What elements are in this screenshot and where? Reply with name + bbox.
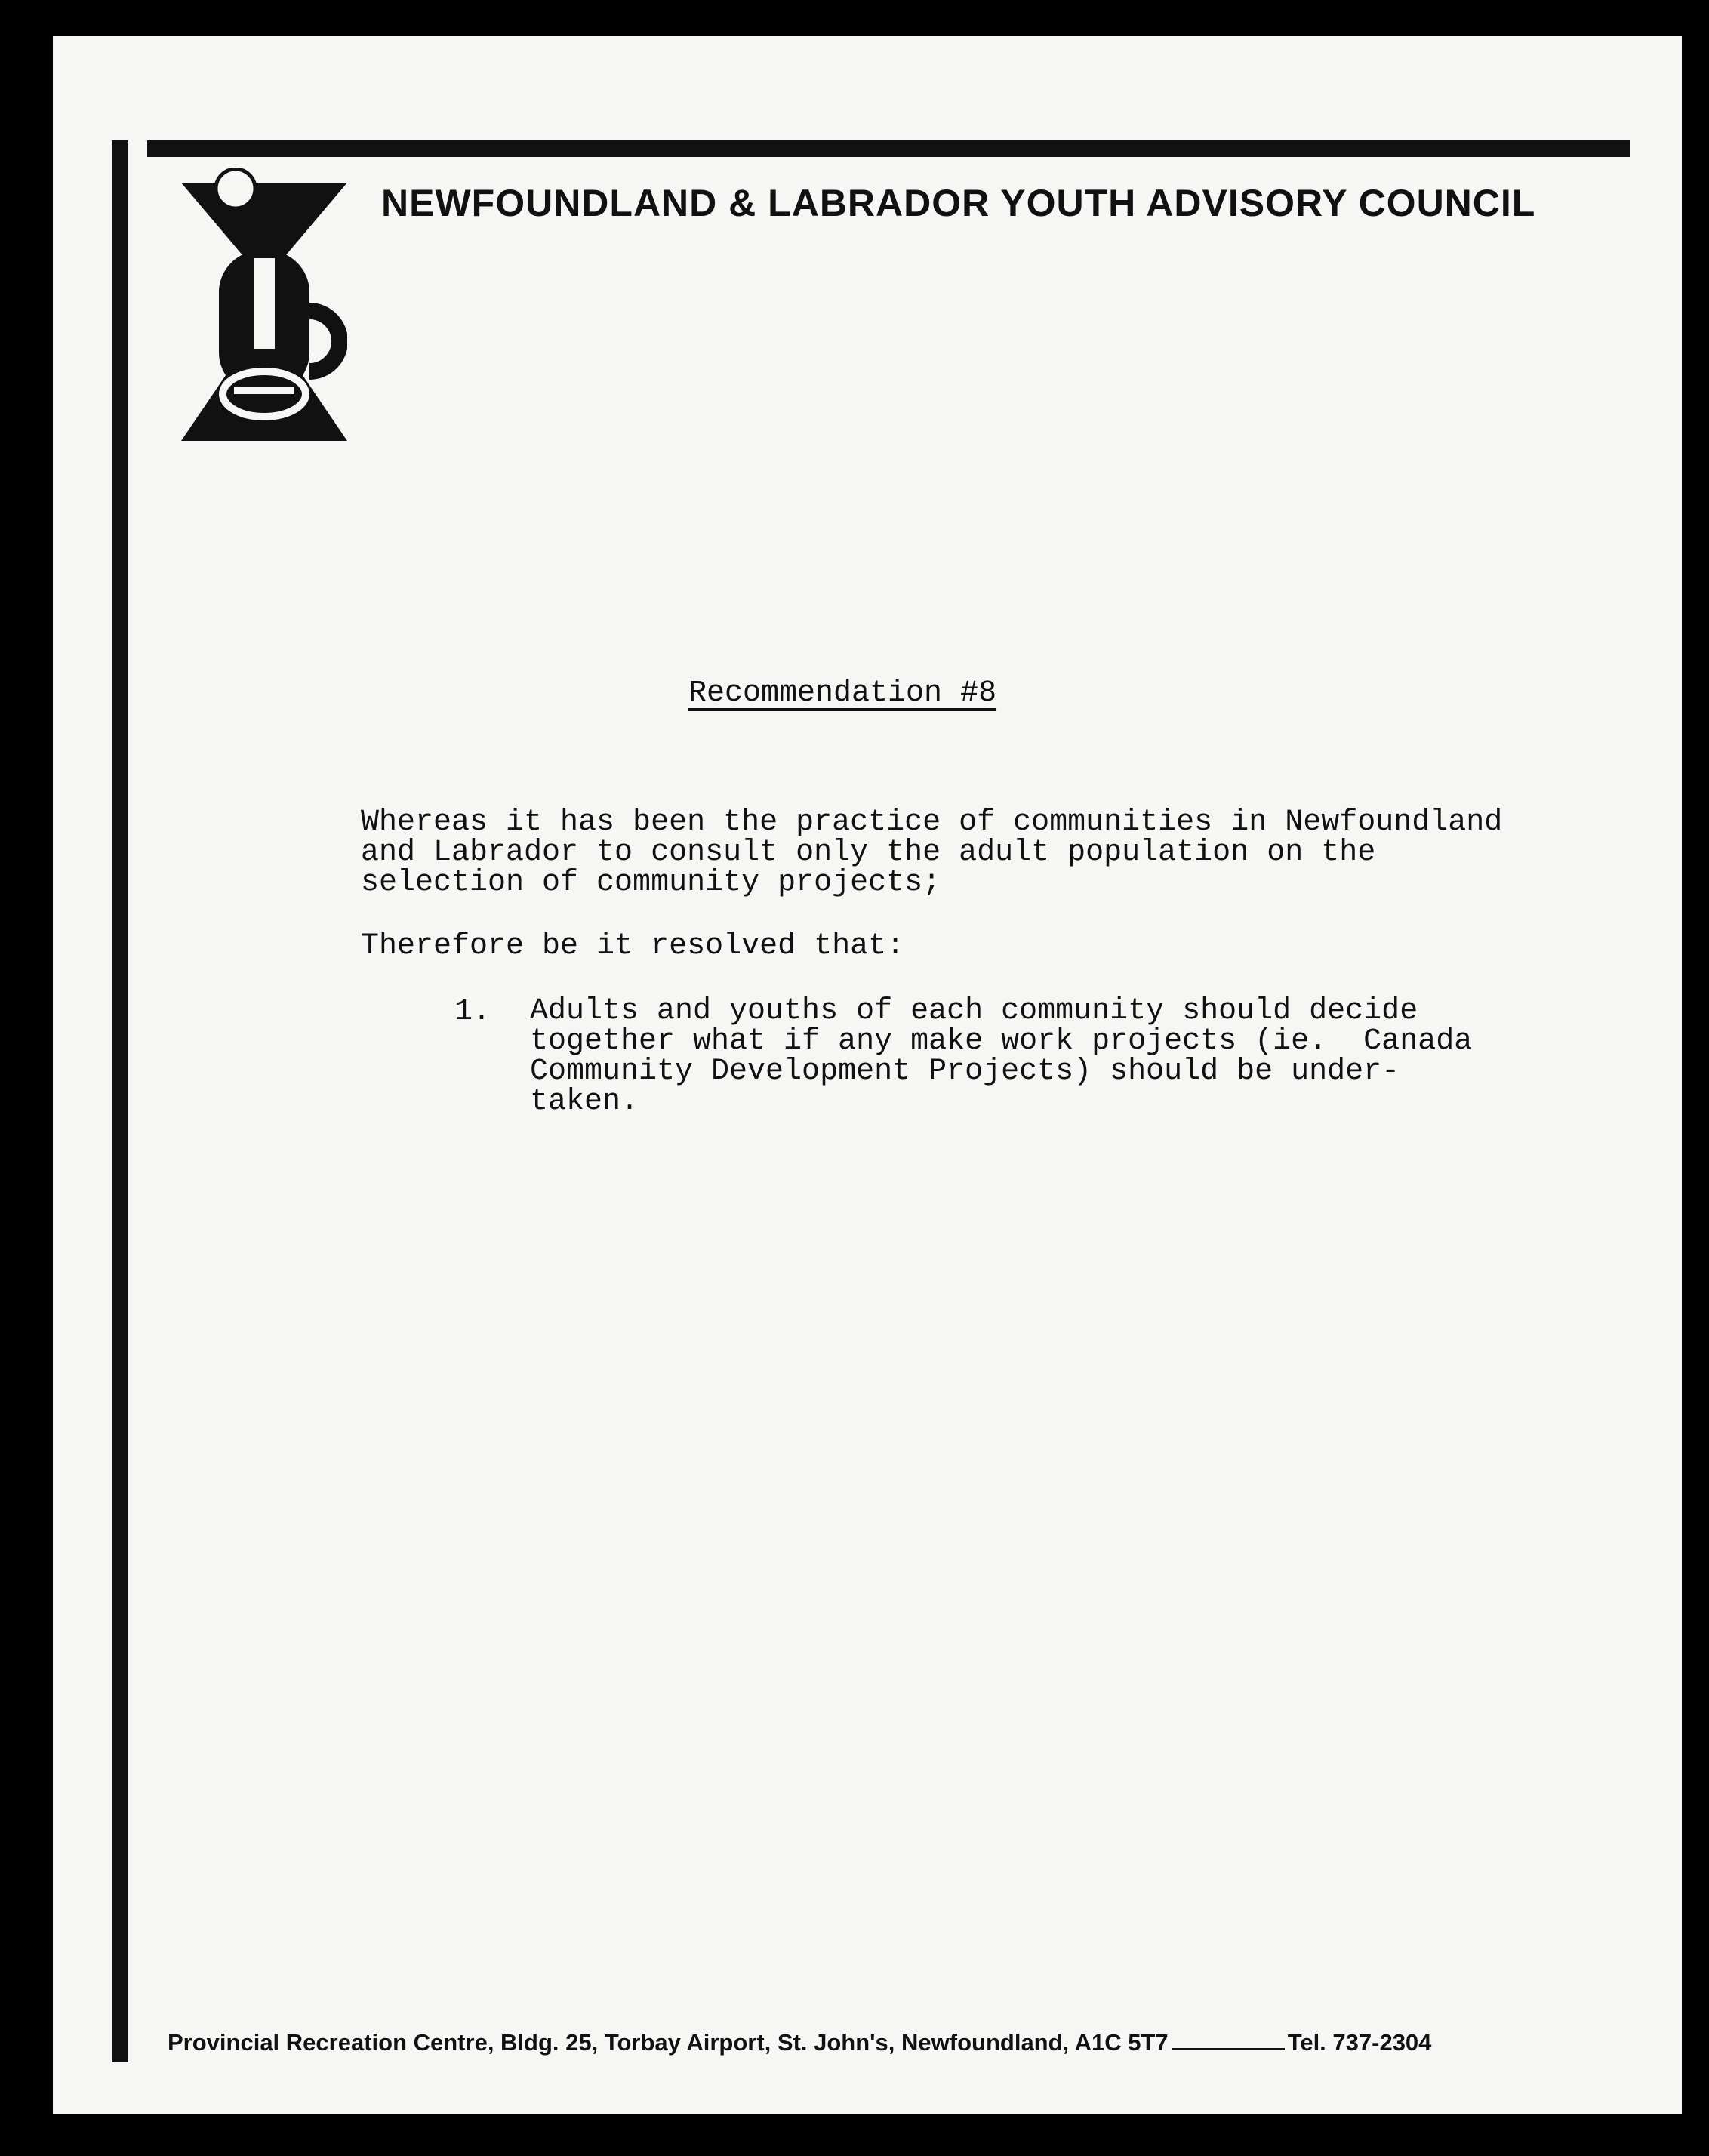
footer-rule [1172,2048,1285,2050]
whereas-paragraph: Whereas it has been the practice of communities in Newfoundland and Labrador to consult only the adult population on the selection of community projects; [361,805,1503,900]
recommendation-title: Recommendation #8 [688,676,997,710]
footer-contact [168,2029,1602,2056]
resolution-intro: Therefore be it resolved that: [361,929,905,963]
resolution-item-text: Adults and youths of each community should decide together what if any make work projects (ie. Canada Community Development Projects) should be under- taken. [530,994,1473,1119]
footer-address: Provincial Recreation Centre, Bldg. 25, Torbay Airport, St. John's, Newfoundland, A1C 5T7 [168,2029,1169,2056]
council-logo-icon [181,168,347,441]
resolution-item-number: 1. [454,995,491,1029]
footer-phone: Tel. 737-2304 [1287,2029,1432,2056]
letterhead-top-bar [147,140,1630,157]
organization-name: NEWFOUNDLAND & LABRADOR YOUTH ADVISORY COUNCIL [381,182,1536,224]
letterhead-left-bar [112,140,128,2062]
